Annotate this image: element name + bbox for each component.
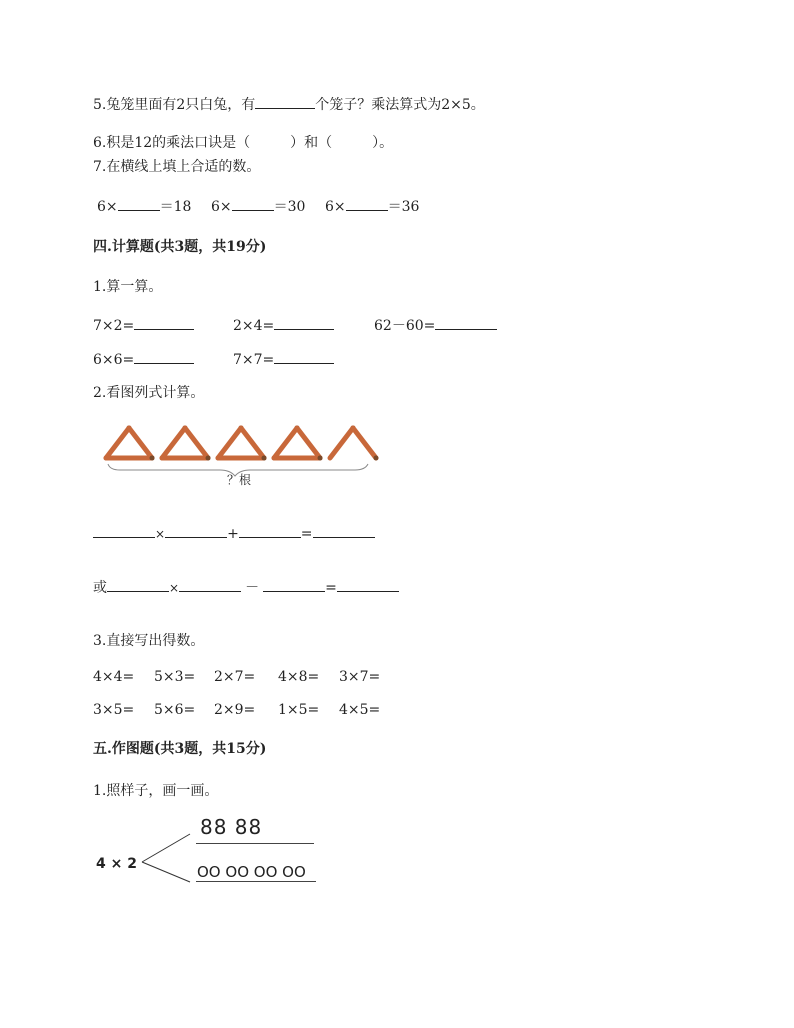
oral-calc: 5×6= [154, 702, 196, 718]
eq1-blank-2[interactable] [165, 523, 227, 538]
matchstick [129, 428, 152, 458]
matchstick [297, 428, 320, 458]
q7-blank-3[interactable] [346, 196, 388, 211]
section-5-title: 五.作图题(共3题，共15分) [93, 741, 267, 757]
question-7: 7.在横线上填上合适的数。 [93, 159, 261, 175]
calc-1: 7×2= [93, 318, 135, 334]
equation-line-1 [93, 523, 375, 543]
matchstick-head [374, 456, 379, 461]
times-sign: × [155, 527, 166, 541]
minus-sign: － [245, 580, 260, 596]
matchstick [330, 428, 353, 458]
q6-text-a: 6.积是12的乘法口诀是（ [93, 135, 251, 151]
top-underline [196, 843, 314, 844]
eq1-blank-1[interactable] [93, 523, 155, 538]
equals-sign: = [325, 580, 337, 596]
matchstick-head [262, 456, 267, 461]
calc-4-blank[interactable] [134, 349, 194, 364]
calc-5: 7×7= [233, 352, 275, 368]
matchstick [185, 428, 208, 458]
q7-blank-2[interactable] [232, 196, 274, 211]
s4-q1: 1.算一算。 [93, 279, 163, 295]
question-6 [93, 134, 393, 152]
eq1-blank-3[interactable] [239, 523, 301, 538]
matchstick [106, 428, 129, 458]
branch-lines [138, 832, 194, 884]
calc-2: 2×4= [233, 318, 275, 334]
oral-calc: 2×9= [214, 702, 256, 718]
bottom-underline [196, 881, 316, 882]
q6-text-c: ）。 [372, 135, 394, 151]
eq2-blank-4[interactable] [337, 577, 399, 592]
drawing-expression: 4 × 2 [96, 856, 137, 872]
q7-item-2: 6× ＝30 [211, 196, 305, 216]
matchstick [162, 428, 185, 458]
calc-3-blank[interactable] [435, 315, 497, 330]
matchstick [241, 428, 264, 458]
calc-4: 6×6= [93, 352, 135, 368]
oral-calc: 3×7= [339, 669, 381, 685]
matchstick-head [206, 456, 211, 461]
q7-blank-1[interactable] [118, 196, 160, 211]
q5-blank[interactable] [255, 94, 315, 109]
s4-q3: 3.直接写出得数。 [93, 633, 205, 649]
eq2-blank-3[interactable] [263, 577, 325, 592]
calc-1-blank[interactable] [134, 315, 194, 330]
q7-item-3: 6× ＝36 [325, 196, 419, 216]
s5-q1: 1.照样子，画一画。 [93, 783, 219, 799]
s4-q2: 2.看图列式计算。 [93, 385, 205, 401]
plus-sign: + [227, 526, 239, 542]
question-mark-label: ？根 [227, 473, 252, 487]
matchstick [218, 428, 241, 458]
eq2-blank-1[interactable] [107, 577, 169, 592]
calc-3: 62－60= [374, 318, 436, 334]
or-label: 或 [93, 580, 107, 596]
matchstick-head [318, 456, 323, 461]
oral-calc: 3×5= [93, 702, 135, 718]
q5-text-a: 5.兔笼里面有2只白兔，有 [93, 97, 256, 113]
calc-2-blank[interactable] [274, 315, 334, 330]
matchstick [274, 428, 297, 458]
eq2-blank-2[interactable] [179, 577, 241, 592]
example-circles-top: 88 88 [200, 815, 263, 839]
oral-calc: 4×8= [278, 669, 320, 685]
oral-calc: 5×3= [154, 669, 196, 685]
equals-sign: = [300, 526, 313, 542]
section-4-title: 四.计算题(共3题，共19分) [93, 239, 267, 255]
times-sign: × [169, 581, 180, 595]
q5-text-b: 个笼子？乘法算式为2×5。 [315, 97, 485, 113]
eq1-blank-4[interactable] [313, 523, 375, 538]
matchstick-head [150, 456, 155, 461]
oral-calc: 4×5= [339, 702, 381, 718]
q6-text-b: ）和（ [290, 135, 333, 151]
equation-line-2 [93, 577, 399, 597]
oral-calc: 4×4= [93, 669, 135, 685]
oral-calc: 2×7= [214, 669, 256, 685]
matchstick [353, 428, 376, 458]
example-circles-bottom: OO OO OO OO [197, 863, 306, 881]
oral-calc: 1×5= [278, 702, 320, 718]
calc-5-blank[interactable] [274, 349, 334, 364]
q7-item-1: 6× ＝18 [97, 196, 191, 216]
question-5 [93, 94, 485, 114]
matchstick-triangles [106, 426, 379, 461]
